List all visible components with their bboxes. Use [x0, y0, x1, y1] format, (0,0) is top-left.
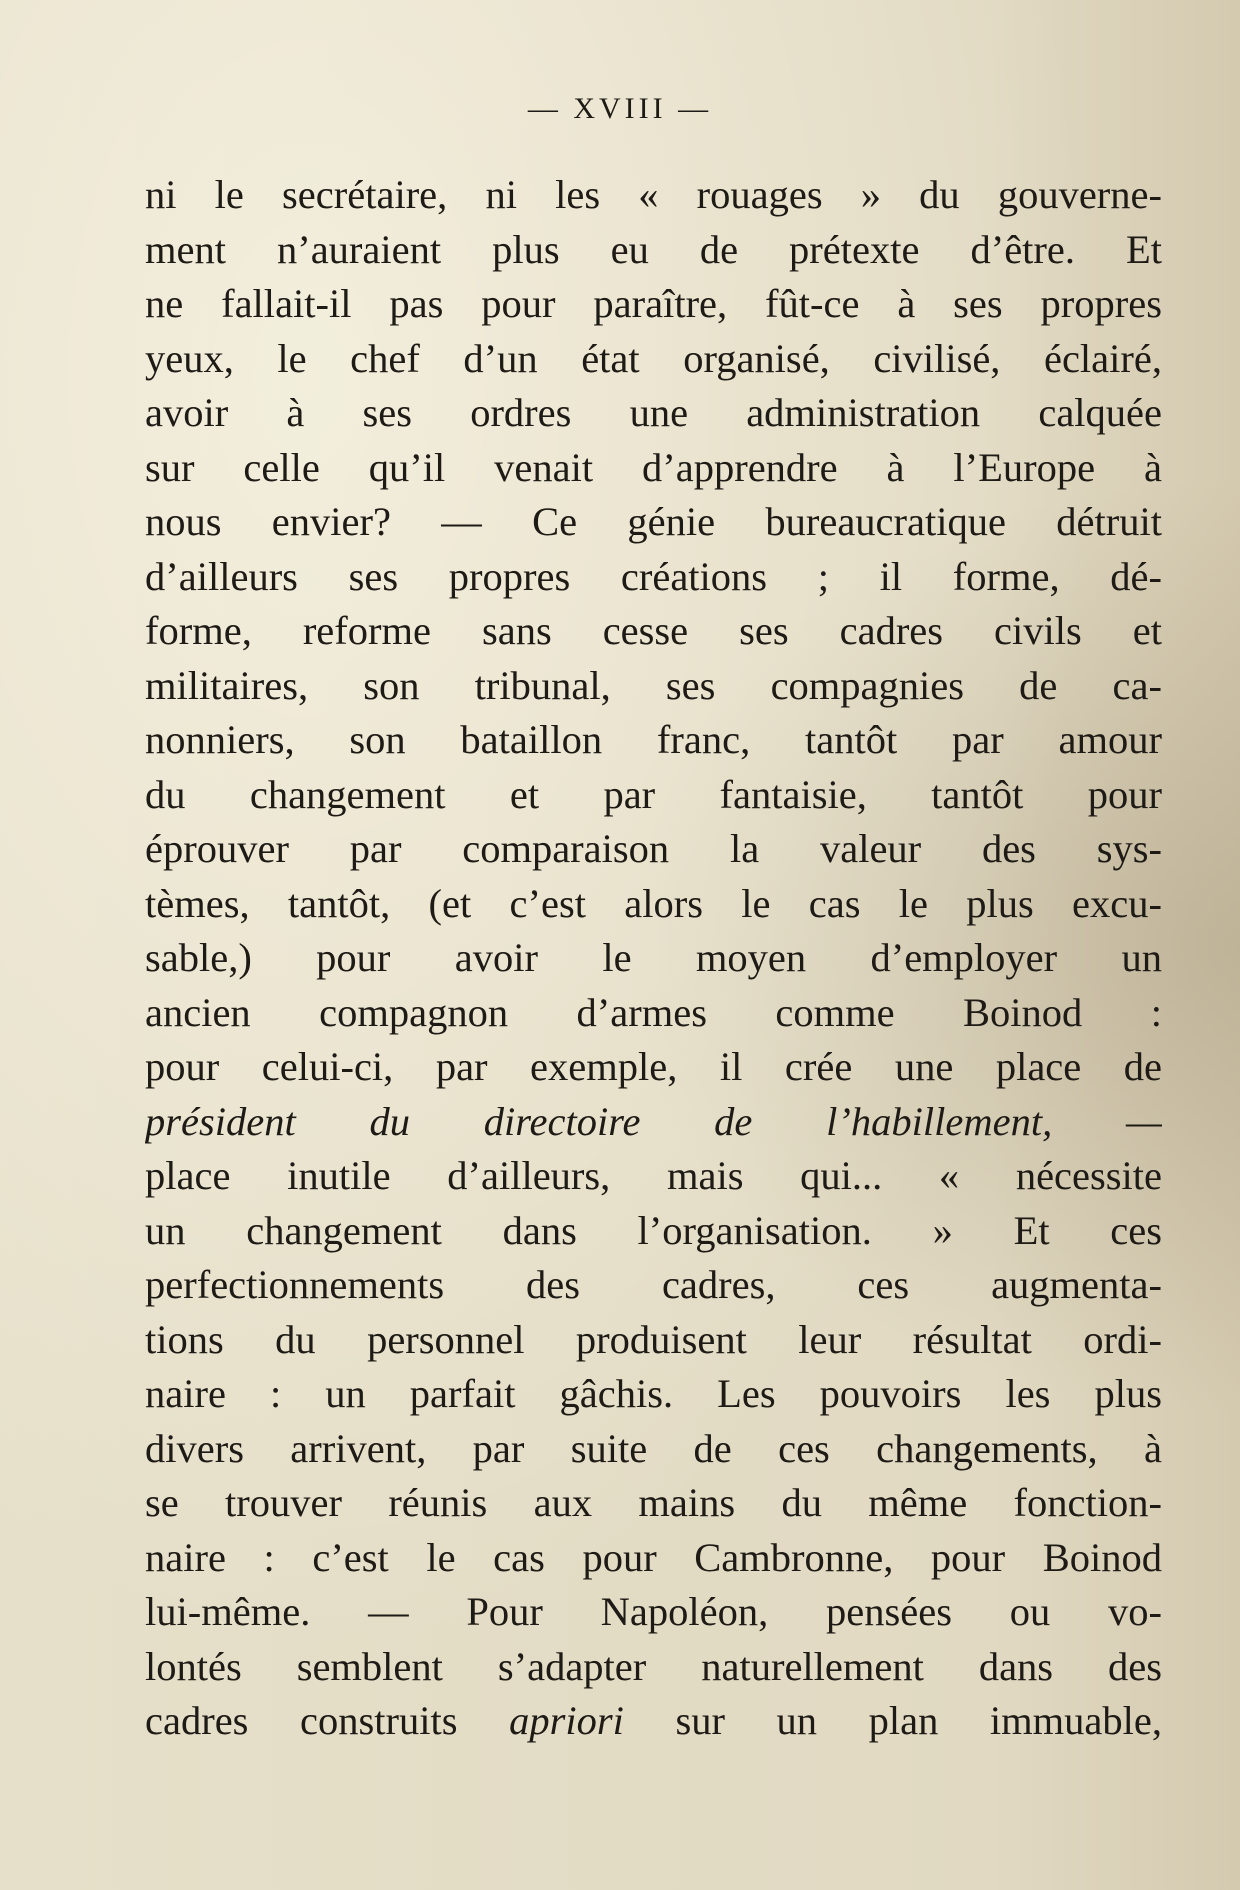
text-line: ancien compagnon d’armes comme Boinod :	[145, 989, 1162, 1035]
text-line: d’ailleurs ses propres créations ; il forme, dé-	[145, 553, 1162, 599]
text-segment: cadres construits	[145, 1698, 510, 1743]
text-line: éprouver par comparaison la valeur des sys-	[145, 826, 1162, 871]
text-line: yeux, le chef d’un état organisé, civilisé, éclairé,	[145, 335, 1162, 381]
text-line: lui-même. — Pour Napoléon, pensées ou vo-	[145, 1589, 1162, 1634]
text-line: perfectionnements des cadres, ces augmenta-	[145, 1262, 1162, 1307]
text-line-last	[145, 1694, 1162, 1749]
text-line: nonniers, son bataillon franc, tantôt par amour	[145, 717, 1162, 762]
text-line: lontés semblent s’adapter naturellement dans des	[145, 1643, 1162, 1689]
text-line: se trouver réunis aux mains du même fonction-	[145, 1480, 1162, 1525]
text-line: tions du personnel produisent leur résultat ordi-	[145, 1316, 1162, 1362]
body-text	[145, 168, 1162, 1749]
text-line: du changement et par fantaisie, tantôt pour	[145, 771, 1162, 817]
text-line: divers arrivent, par suite de ces changements, à	[145, 1425, 1162, 1471]
text-line: militaires, son tribunal, ses compagnies de ca-	[145, 662, 1162, 708]
text-line-italic: président du directoire de l’habillement, —	[145, 1098, 1162, 1144]
text-line: naire : c’est le cas pour Cambronne, pour Boinod	[145, 1534, 1162, 1580]
text-line: avoir à ses ordres une administration calquée	[145, 390, 1162, 435]
text-line: un changement dans l’organisation. » Et ces	[145, 1207, 1162, 1253]
text-line: tèmes, tantôt, (et c’est alors le cas le plus excu-	[145, 880, 1162, 926]
text-segment: sur un plan immuable,	[623, 1698, 1162, 1743]
page-number: — XVIII —	[527, 92, 713, 125]
text-line: naire : un parfait gâchis. Les pouvoirs les plus	[145, 1371, 1162, 1416]
text-line: nous envier? — Ce génie bureaucratique détruit	[145, 499, 1162, 544]
italic-term: apriori	[509, 1698, 624, 1743]
text-line: pour celui-ci, par exemple, il crée une place de	[145, 1044, 1162, 1089]
text-line: sable,) pour avoir le moyen d’employer un	[145, 935, 1162, 980]
text-line: ne fallait-il pas pour paraître, fût-ce à ses propres	[145, 281, 1162, 326]
text-line: place inutile d’ailleurs, mais qui... « nécessite	[145, 1153, 1162, 1198]
text-line: ni le secrétaire, ni les « rouages » du gouverne-	[145, 172, 1162, 217]
text-line: ment n’auraient plus eu de prétexte d’être. Et	[145, 226, 1162, 272]
text-line: sur celle qu’il venait d’apprendre à l’Europe à	[145, 444, 1162, 490]
text-line: forme, reforme sans cesse ses cadres civils et	[145, 608, 1162, 653]
